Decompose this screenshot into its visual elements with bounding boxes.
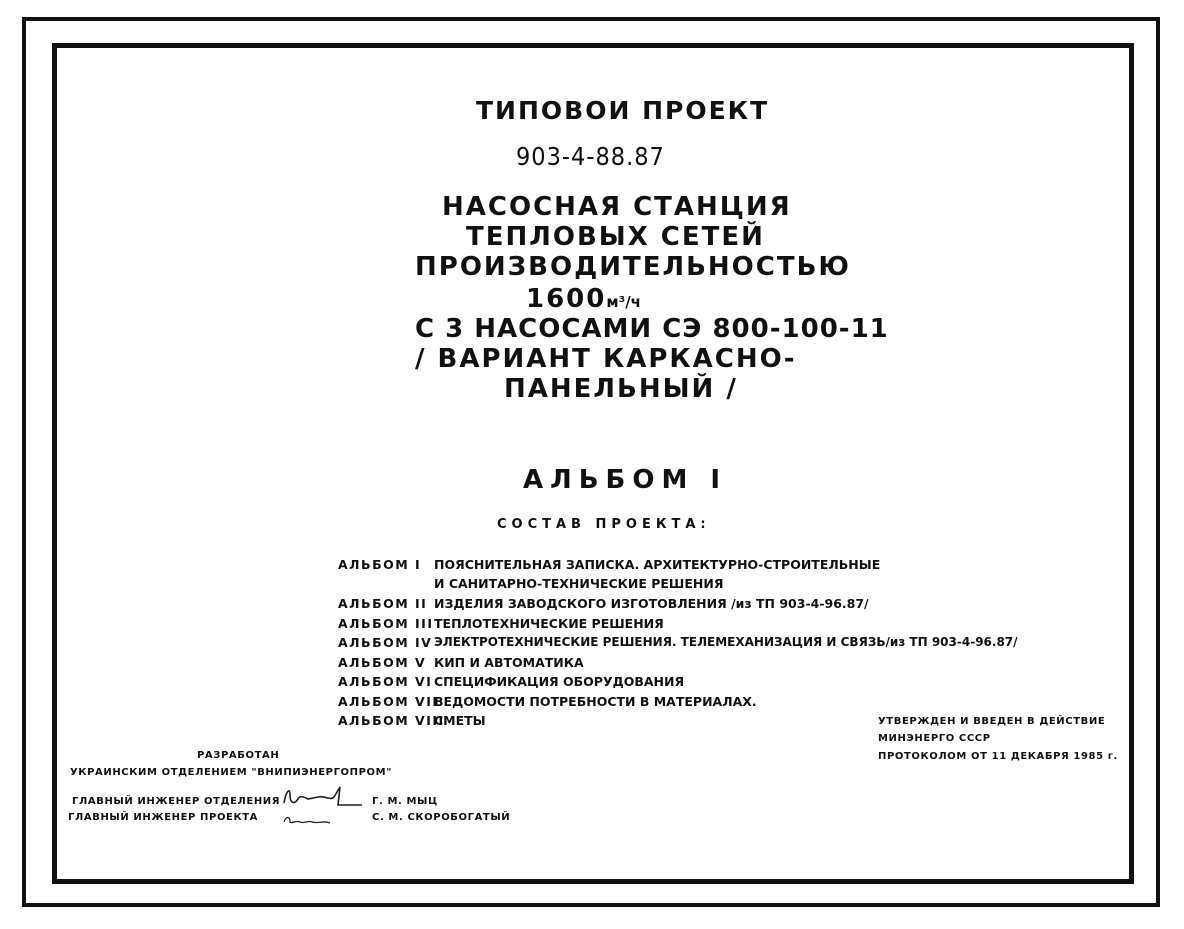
- album-description: СПЕЦИФИКАЦИЯ ОБОРУДОВАНИЯ: [434, 674, 685, 689]
- contents-heading: СОСТАВ ПРОЕКТА:: [497, 517, 711, 532]
- album-description: ЭЛЕКТРОТЕХНИЧЕСКИЕ РЕШЕНИЯ. ТЕЛЕМЕХАНИЗАЦИЯ И СВЯЗЬ/из ТП 903-4-96.87/: [434, 635, 1018, 649]
- title-line-2: ТЕПЛОВЫХ СЕТЕЙ: [466, 222, 765, 252]
- album-description: КИП И АВТОМАТИКА: [434, 655, 584, 670]
- album-description: СМЕТЫ: [434, 713, 486, 728]
- chief-project-engineer-name: С. М. СКОРОБОГАТЫЙ: [372, 812, 511, 823]
- album-label: АЛЬБОМ II: [338, 596, 428, 611]
- capacity-value: 1600: [526, 284, 607, 314]
- project-type-heading: ТИПОВОИ ПРОЕКТ: [476, 96, 770, 125]
- title-line-1: НАСОСНАЯ СТАНЦИЯ: [442, 192, 792, 222]
- title-line-6: / ВАРИАНТ КАРКАСНО-: [415, 344, 797, 374]
- album-label: АЛЬБОМ VI: [338, 674, 433, 689]
- album-label: АЛЬБОМ III: [338, 616, 434, 631]
- album-label: АЛЬБОМ I: [338, 557, 422, 572]
- title-line-3: ПРОИЗВОДИТЕЛЬНОСТЬЮ: [415, 252, 851, 282]
- album-label: АЛЬБОМ V: [338, 655, 427, 670]
- album-description: ТЕПЛОТЕХНИЧЕСКИЕ РЕШЕНИЯ: [434, 616, 664, 631]
- developer-org: УКРАИНСКИМ ОТДЕЛЕНИЕМ "ВНИПИЭНЕРГОПРОМ": [70, 767, 393, 778]
- chief-engineer-department-name: Г. М. МЫЦ: [372, 796, 438, 807]
- chief-project-engineer-role: ГЛАВНЫЙ ИНЖЕНЕР ПРОЕКТА: [68, 812, 259, 823]
- album-label: АЛЬБОМ VII: [338, 694, 439, 709]
- chief-engineer-department-role: ГЛАВНЫЙ ИНЖЕНЕР ОТДЕЛЕНИЯ: [72, 796, 281, 807]
- album-description: И САНИТАРНО-ТЕХНИЧЕСКИЕ РЕШЕНИЯ: [434, 576, 724, 591]
- album-label: АЛЬБОМ IV: [338, 635, 433, 650]
- approval-line-1: УТВЕРЖДЕН И ВВЕДЕН В ДЕЙСТВИЕ: [878, 716, 1106, 727]
- title-line-5: С 3 НАСОСАМИ СЭ 800-100-11: [415, 314, 889, 344]
- album-description: ИЗДЕЛИЯ ЗАВОДСКОГО ИЗГОТОВЛЕНИЯ /из ТП 903-4-96.87/: [434, 596, 869, 611]
- title-line-7: ПАНЕЛЬНЫЙ /: [504, 374, 738, 404]
- approval-line-3: ПРОТОКОЛОМ ОТ 11 ДЕКАБРЯ 1985 г.: [878, 751, 1118, 762]
- album-label: АЛЬБОМ VIII: [338, 713, 445, 728]
- album-description: ВЕДОМОСТИ ПОТРЕБНОСТИ В МАТЕРИАЛАХ.: [434, 694, 757, 709]
- signature-2: [280, 812, 340, 828]
- approval-line-2: МИНЭНЕРГО СССР: [878, 733, 991, 744]
- project-number: 903-4-88.87: [516, 142, 665, 171]
- album-description: ПОЯСНИТЕЛЬНАЯ ЗАПИСКА. АРХИТЕКТУРНО-СТРОИТЕЛЬНЫЕ: [434, 557, 881, 572]
- album-heading: АЛЬБОМ I: [523, 465, 728, 495]
- title-capacity: [526, 284, 641, 314]
- developed-by-label: РАЗРАБОТАН: [197, 750, 280, 761]
- capacity-unit: м³/ч: [606, 293, 641, 311]
- signature-1: [278, 783, 364, 811]
